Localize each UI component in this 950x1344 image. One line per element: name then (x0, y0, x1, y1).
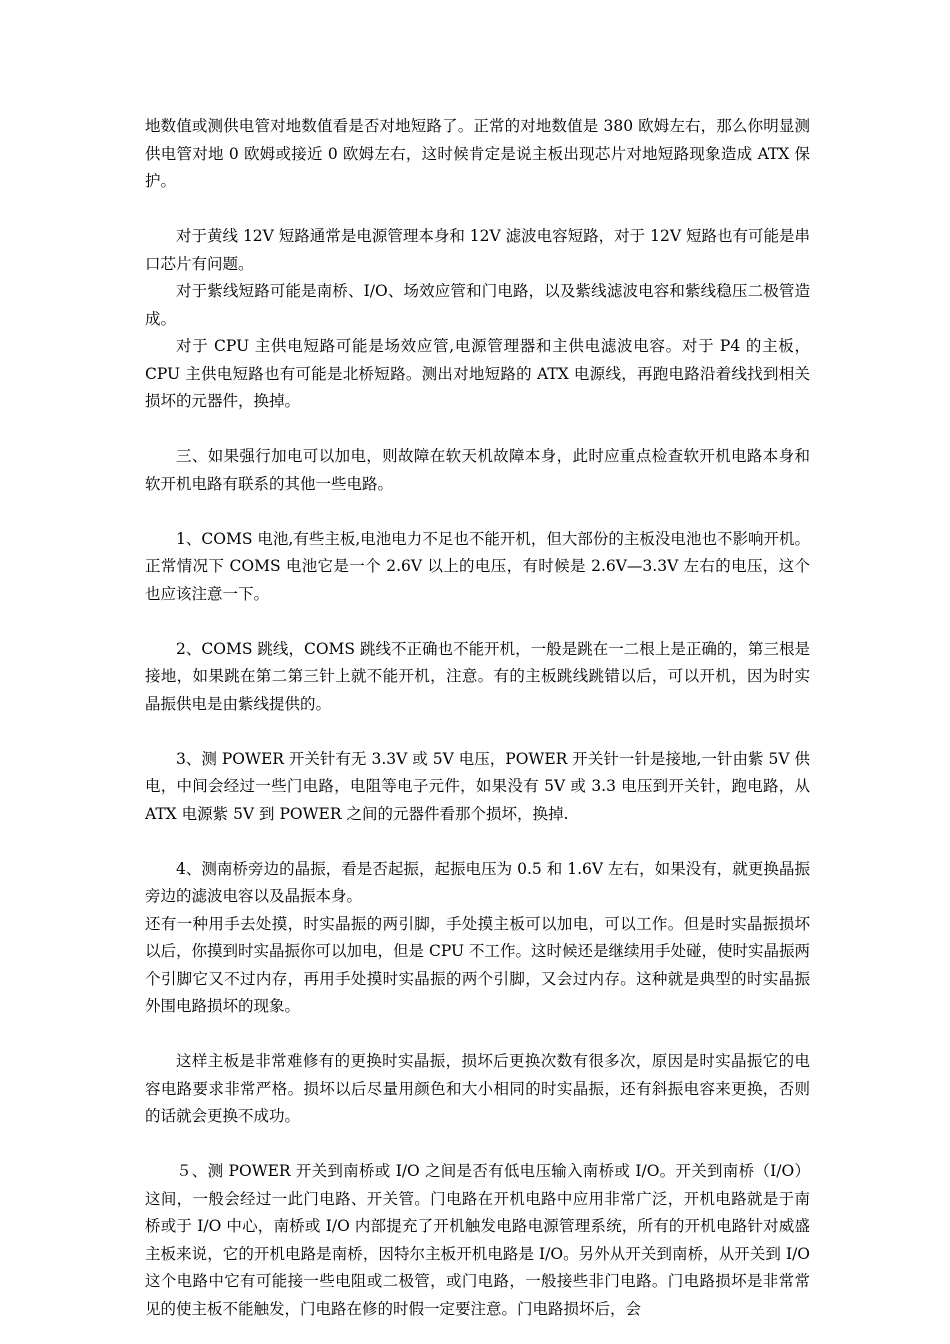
paragraph-crystal-touch: 还有一种用手去处摸，时实晶振的两引脚，手处摸主板可以加电，可以工作。但是时实晶振损坏以后，你摸到时实晶振你可以加电，但是 CPU 不工作。这时候还是继续用手处碰，使时实晶振两个引脚它又不过内存，再用手处摸时实晶振的两个引脚，又会过内存。这种就是典型的时实晶振外围电路损坏的现象。 (145, 914, 810, 1015)
paragraph-item-2: 2、COMS 跳线，COMS 跳线不正确也不能开机，一般是跳在一二根上是正确的，第三根是接地，如果跳在第二第三针上就不能开机，注意。有的主板跳线跳错以后，可以开机，因为时实晶振供电是由紫线提供的。 (145, 639, 810, 713)
paragraph-purple-line: 对于紫线短路可能是南桥、I/O、场效应管和门电路，以及紫线滤波电容和紫线稳压二极管造成。 (145, 282, 810, 328)
paragraph-cpu-power: 对于 CPU 主供电短路可能是场效应管,电源管理器和主供电滤波电容。对于 P4 的主板，CPU 主供电短路也有可能是北桥短路。测出对地短路的 ATX 电源线，再跑电路沿着线找到相关损坏的元器件，换掉。 (145, 337, 810, 410)
paragraph-continuation: 地数值或测供电管对地数值看是否对地短路了。正常的对地数值是 380 欧姆左右，那么你明显测供电管对地 0 欧姆或接近 0 欧姆左右，这时候肯定是说主板出现芯片对地短路现象造成 ATX 保护。 (145, 117, 810, 190)
paragraph-crystal-replace: 这样主板是非常难修有的更换时实晶振，损坏后更换次数有很多次，原因是时实晶振它的电容电路要求非常严格。损坏以后尽量用颜色和大小相同的时实晶振，还有斜振电容来更换，否则的话就会更换不成功。 (145, 1052, 810, 1125)
paragraph-item-3: 3、测 POWER 开关针有无 3.3V 或 5V 电压，POWER 开关针一针是接地,一针由紫 5V 供电，中间会经过一些门电路，电阻等电子元件，如果没有 5V 或 3.3 电压到开关针，跑电路，从 ATX 电源紫 5V 到 POWER 之间的元器件看那个损坏，换掉. (145, 749, 810, 823)
paragraph-section-three: 三、如果强行加电可以加电，则故障在软天机故障本身，此时应重点检查软开机电路本身和软开机电路有联系的其他一些电路。 (145, 447, 810, 493)
paragraph-item-1: 1、COMS 电池,有些主板,电池电力不足也不能开机，但大部份的主板没电池也不影响开机。正常情况下 COMS 电池它是一个 2.6V 以上的电压，有时候是 2.6V—3.3V 左右的电压，这个也应该注意一下。 (145, 529, 810, 603)
paragraph-item-4: 4、测南桥旁边的晶振，看是否起振，起振电压为 0.5 和 1.6V 左右，如果没有，就更换晶振旁边的滤波电容以及晶振本身。 (145, 859, 810, 905)
document-body (145, 113, 810, 1323)
paragraph-item-5: ５、测 POWER 开关到南桥或 I/O 之间是否有低电压输入南桥或 I/O。开关到南桥（I/O）这间，一般会经过一此门电路、开关管。门电路在开机电路中应用非常广泛，开机电路就是于南桥或于 I/O 中心，南桥或 I/O 内部提充了开机触发电路电源管理系统，所有的开机电路针对威盛主板来说，它的开机电路是南桥，因特尔主板开机电路是 I/O。另外从开关到南桥，从开关到 I/O 这个电路中它有可能接一些电阻或二极管，或门电路，一般接些非门电路。门电路损坏是非常常见的使主板不能触发，门电路在修的时假一定要注意。门电路损坏后，会 (145, 1162, 810, 1318)
paragraph-yellow-line: 对于黄线 12V 短路通常是电源管理本身和 12V 滤波电容短路，对于 12V 短路也有可能是串口芯片有问题。 (145, 227, 810, 273)
